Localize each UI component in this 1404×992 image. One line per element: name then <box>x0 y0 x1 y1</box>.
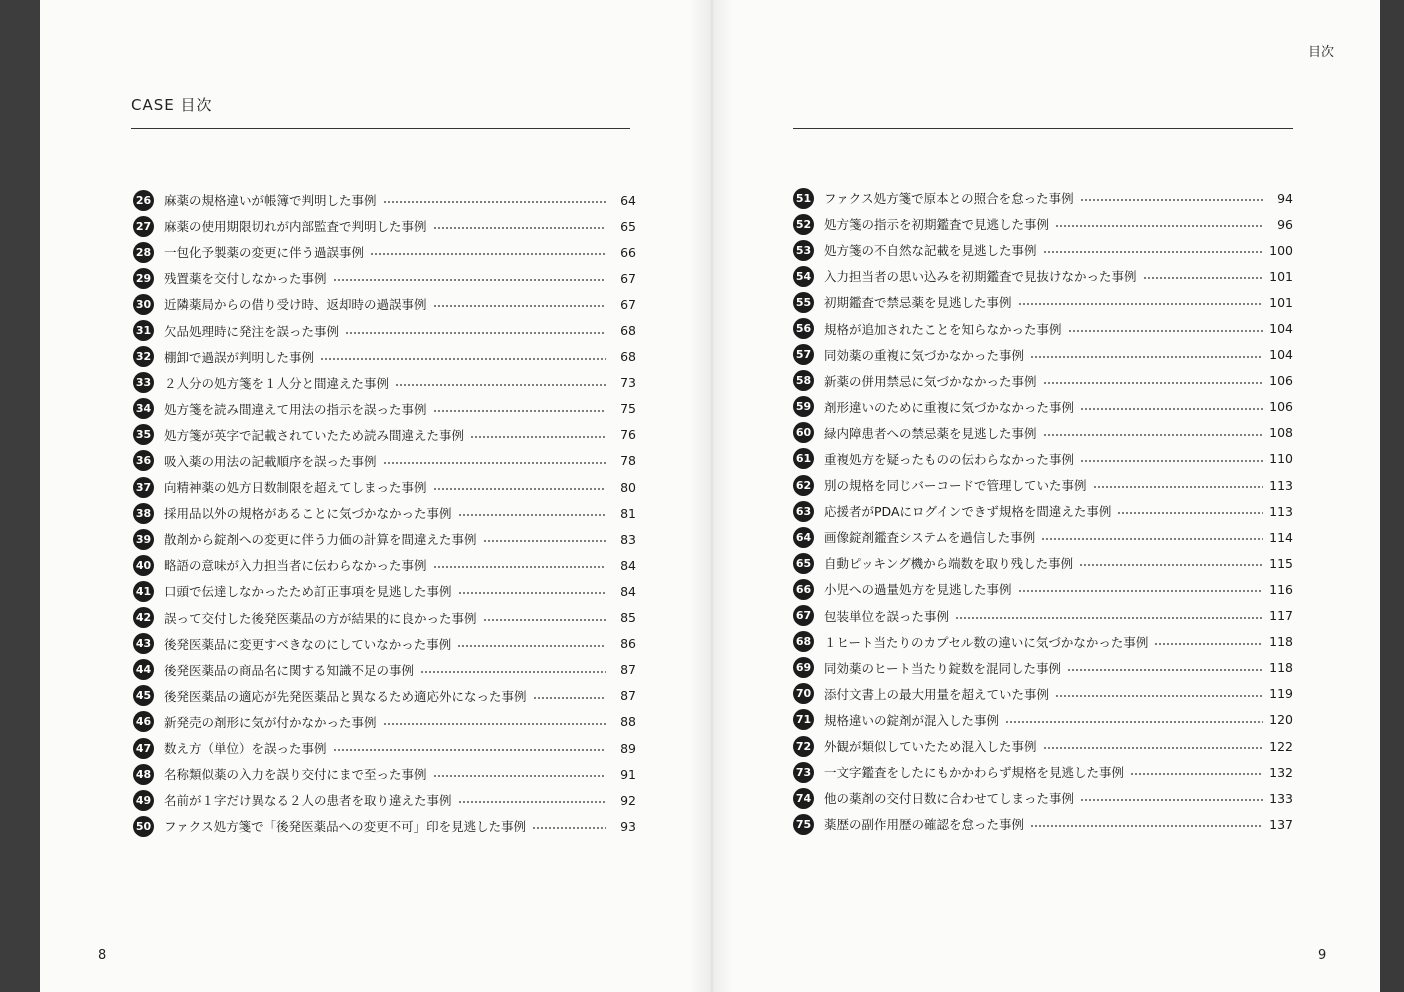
dot-leader <box>1154 643 1263 645</box>
toc-entry[interactable] <box>793 498 1293 524</box>
case-number-badge: 56 <box>793 318 814 339</box>
toc-entry[interactable] <box>133 657 636 683</box>
case-page-number: 137 <box>1269 816 1293 832</box>
case-title: 応援者がPDAにログインできず規格を間違えた事例 <box>824 504 1112 520</box>
dot-leader <box>383 723 606 725</box>
toc-entry[interactable] <box>133 552 636 578</box>
case-number-badge: 63 <box>793 501 814 522</box>
case-title: 残置薬を交付しなかった事例 <box>164 271 327 287</box>
case-page-number: 87 <box>620 688 636 704</box>
dot-leader <box>383 201 606 203</box>
case-page-number: 132 <box>1269 764 1293 780</box>
toc-entry[interactable] <box>133 683 636 709</box>
case-number-badge: 41 <box>133 581 154 602</box>
case-title: 口頭で伝達しなかったため訂正事項を見逃した事例 <box>164 584 452 600</box>
case-title: 画像錠剤鑑査システムを過信した事例 <box>824 530 1036 546</box>
case-page-number: 66 <box>620 244 636 260</box>
dot-leader <box>1068 330 1263 332</box>
case-number-badge: 30 <box>133 294 154 315</box>
running-head: 目次 <box>1308 45 1335 60</box>
case-number-badge: 66 <box>793 579 814 600</box>
dot-leader <box>1030 356 1263 358</box>
case-page-number: 122 <box>1269 738 1293 754</box>
dot-leader <box>1055 695 1263 697</box>
case-title: 麻薬の規格違いが帳簿で判明した事例 <box>164 193 377 209</box>
case-page-number: 87 <box>620 662 636 678</box>
toc-entry[interactable] <box>793 315 1293 341</box>
case-title: 小児への過量処方を見逃した事例 <box>824 582 1012 598</box>
case-title: 麻薬の使用期限切れが内部監査で判明した事例 <box>164 219 427 235</box>
toc-entry[interactable] <box>793 368 1293 394</box>
case-number-badge: 37 <box>133 477 154 498</box>
case-number-badge: 50 <box>133 816 154 837</box>
case-title: 略語の意味が入力担当者に伝わらなかった事例 <box>164 558 427 574</box>
toc-entry[interactable] <box>133 187 636 213</box>
dot-leader <box>1043 251 1263 253</box>
case-page-number: 64 <box>620 192 636 208</box>
case-page-number: 92 <box>620 792 636 808</box>
case-title: 新薬の併用禁忌に気づかなかった事例 <box>824 373 1037 389</box>
case-title: 規格違いの錠剤が混入した事例 <box>824 712 1000 728</box>
case-page-number: 85 <box>620 610 636 626</box>
case-title: 処方箋の不自然な記載を見逃した事例 <box>824 243 1037 259</box>
dot-leader <box>433 227 606 229</box>
dot-leader <box>532 827 606 829</box>
case-title: ファクス処方箋で「後発医薬品への変更不可」印を見逃した事例 <box>164 819 527 835</box>
dot-leader <box>433 410 606 412</box>
case-title: 近隣薬局からの借り受け時、返却時の過誤事例 <box>164 297 427 313</box>
case-page-number: 65 <box>620 218 636 234</box>
case-title: 欠品処理時に発注を誤った事例 <box>164 323 340 339</box>
case-title: ファクス処方箋で原本との照合を怠った事例 <box>824 191 1074 207</box>
case-number-badge: 44 <box>133 659 154 680</box>
case-title: 名前が１字だけ異なる２人の患者を取り違えた事例 <box>164 793 452 809</box>
case-page-number: 67 <box>620 296 636 312</box>
case-page-number: 118 <box>1269 634 1293 650</box>
case-number-badge: 74 <box>793 788 814 809</box>
case-title: 棚卸で過誤が判明した事例 <box>164 349 315 365</box>
dot-leader <box>458 514 606 516</box>
case-page-number: 117 <box>1269 608 1293 624</box>
toc-entry[interactable] <box>133 448 636 474</box>
case-number-badge: 72 <box>793 736 814 757</box>
case-number-badge: 53 <box>793 240 814 261</box>
case-title: 薬歴の副作用歴の確認を怠った事例 <box>824 817 1025 833</box>
toc-entry[interactable] <box>793 524 1293 550</box>
case-number-badge: 40 <box>133 555 154 576</box>
dot-leader <box>1143 277 1263 279</box>
toc-entry[interactable] <box>133 787 636 813</box>
case-number-badge: 61 <box>793 448 814 469</box>
dot-leader <box>320 358 606 360</box>
toc-entry[interactable] <box>793 263 1293 289</box>
toc-entry[interactable] <box>793 733 1293 759</box>
dot-leader <box>483 619 606 621</box>
case-title: 処方箋の指示を初期鑑査で見逃した事例 <box>824 217 1050 233</box>
case-title: 数え方（単位）を誤った事例 <box>164 741 327 757</box>
case-title: 一包化予製薬の変更に伴う過誤事例 <box>164 245 365 261</box>
section-title: CASE 目次 <box>131 96 213 114</box>
toc-entry[interactable] <box>133 213 636 239</box>
case-page-number: 118 <box>1269 660 1293 676</box>
case-page-number: 73 <box>620 375 636 391</box>
toc-entry[interactable] <box>793 707 1293 733</box>
case-title: 名称類似薬の入力を誤り交付にまで至った事例 <box>164 767 427 783</box>
dot-leader <box>1005 721 1263 723</box>
toc-list-right <box>793 185 1293 837</box>
page-number-right: 9 <box>1318 948 1327 963</box>
case-page-number: 75 <box>620 401 636 417</box>
case-title: 新発売の剤形に気が付かなかった事例 <box>164 714 377 730</box>
case-title: 後発医薬品に変更すべきなのにしていなかった事例 <box>164 636 452 652</box>
case-page-number: 84 <box>620 557 636 573</box>
case-number-badge: 75 <box>793 814 814 835</box>
case-title: 包装単位を誤った事例 <box>824 608 950 624</box>
toc-entry[interactable] <box>133 396 636 422</box>
toc-entry[interactable] <box>133 605 636 631</box>
dot-leader <box>395 384 606 386</box>
case-page-number: 86 <box>620 636 636 652</box>
case-title: 後発医薬品の商品名に関する知識不足の事例 <box>164 662 415 678</box>
case-title: 向精神薬の処方日数制限を超えてしまった事例 <box>164 480 427 496</box>
case-title: 他の薬剤の交付日数に合わせてしまった事例 <box>824 791 1075 807</box>
case-page-number: 68 <box>620 349 636 365</box>
case-number-badge: 45 <box>133 685 154 706</box>
dot-leader <box>420 671 606 673</box>
case-number-badge: 71 <box>793 709 814 730</box>
case-page-number: 133 <box>1269 790 1293 806</box>
dot-leader <box>1080 799 1263 801</box>
dot-leader <box>1130 773 1263 775</box>
dot-leader <box>1043 434 1263 436</box>
case-number-badge: 47 <box>133 738 154 759</box>
case-number-badge: 39 <box>133 529 154 550</box>
dot-leader <box>1093 486 1263 488</box>
dot-leader <box>433 775 606 777</box>
toc-entry[interactable] <box>793 681 1293 707</box>
toc-entry[interactable] <box>133 370 636 396</box>
toc-entry[interactable] <box>793 576 1293 602</box>
dot-leader <box>1117 512 1263 514</box>
case-number-badge: 27 <box>133 216 154 237</box>
case-number-badge: 49 <box>133 790 154 811</box>
case-title: 外観が類似していたため混入した事例 <box>824 739 1037 755</box>
case-number-badge: 65 <box>793 553 814 574</box>
case-title: 重複処方を疑ったものの伝わらなかった事例 <box>824 451 1075 467</box>
case-number-badge: 31 <box>133 320 154 341</box>
toc-entry[interactable] <box>793 211 1293 237</box>
case-number-badge: 46 <box>133 711 154 732</box>
dot-leader <box>483 540 606 542</box>
toc-entry[interactable] <box>133 500 636 526</box>
dot-leader <box>433 566 606 568</box>
toc-entry[interactable] <box>793 629 1293 655</box>
case-title: 自動ピッキング機から端数を取り残した事例 <box>824 556 1074 572</box>
toc-entry[interactable] <box>133 317 636 343</box>
case-page-number: 113 <box>1269 503 1293 519</box>
header-rule-right <box>793 128 1293 129</box>
dot-leader <box>333 749 606 751</box>
case-number-badge: 69 <box>793 657 814 678</box>
case-number-badge: 52 <box>793 214 814 235</box>
dot-leader <box>1080 408 1263 410</box>
toc-entry[interactable] <box>793 237 1293 263</box>
case-title: 同効薬のヒート当たり錠数を混同した事例 <box>824 660 1062 676</box>
case-number-badge: 62 <box>793 475 814 496</box>
case-number-badge: 35 <box>133 424 154 445</box>
case-number-badge: 55 <box>793 292 814 313</box>
dot-leader <box>433 488 606 490</box>
case-title: ２人分の処方箋を１人分と間違えた事例 <box>164 375 390 391</box>
toc-entry[interactable] <box>793 446 1293 472</box>
case-number-badge: 57 <box>793 344 814 365</box>
case-title: 剤形違いのために重複に気づかなかった事例 <box>824 399 1075 415</box>
case-page-number: 80 <box>620 479 636 495</box>
case-page-number: 115 <box>1269 555 1293 571</box>
case-title: 採用品以外の規格があることに気づかなかった事例 <box>164 506 452 522</box>
case-page-number: 94 <box>1277 190 1293 206</box>
header-rule-left <box>131 128 630 129</box>
toc-entry[interactable] <box>793 185 1293 211</box>
case-page-number: 83 <box>620 531 636 547</box>
case-number-badge: 38 <box>133 503 154 524</box>
case-page-number: 100 <box>1269 242 1293 258</box>
case-title: 同効薬の重複に気づかなかった事例 <box>824 347 1025 363</box>
dot-leader <box>1067 669 1263 671</box>
case-title: 処方箋が英字で記載されていたため読み間違えた事例 <box>164 427 465 443</box>
dot-leader <box>370 253 606 255</box>
toc-entry[interactable] <box>793 603 1293 629</box>
toc-entry[interactable] <box>133 265 636 291</box>
case-page-number: 84 <box>620 583 636 599</box>
case-page-number: 104 <box>1269 347 1293 363</box>
case-page-number: 106 <box>1269 399 1293 415</box>
case-page-number: 101 <box>1269 294 1293 310</box>
dot-leader <box>333 279 606 281</box>
toc-entry[interactable] <box>133 422 636 448</box>
case-title: 後発医薬品の適応が先発医薬品と異なるため適応外になった事例 <box>164 688 527 704</box>
case-page-number: 93 <box>620 818 636 834</box>
case-page-number: 96 <box>1277 216 1293 232</box>
case-title: 添付文書上の最大用量を超えていた事例 <box>824 686 1050 702</box>
dot-leader <box>1041 538 1263 540</box>
dot-leader <box>1043 382 1263 384</box>
dot-leader <box>457 645 606 647</box>
case-title: 緑内障患者への禁忌薬を見逃した事例 <box>824 425 1037 441</box>
toc-entry[interactable] <box>133 344 636 370</box>
dot-leader <box>1018 303 1263 305</box>
book-edge-left <box>0 0 40 992</box>
page-number-left: 8 <box>98 948 107 963</box>
case-title: 吸入薬の用法の記載順序を誤った事例 <box>164 453 377 469</box>
case-page-number: 120 <box>1269 712 1293 728</box>
dot-leader <box>1018 590 1263 592</box>
case-title: 別の規格を同じバーコードで管理していた事例 <box>824 478 1087 494</box>
dot-leader <box>470 436 606 438</box>
dot-leader <box>955 617 1263 619</box>
toc-entry[interactable] <box>793 655 1293 681</box>
case-number-badge: 32 <box>133 346 154 367</box>
case-page-number: 113 <box>1269 477 1293 493</box>
dot-leader <box>1079 564 1263 566</box>
case-title: 入力担当者の思い込みを初期鑑査で見抜けなかった事例 <box>824 269 1137 285</box>
dot-leader <box>383 462 606 464</box>
case-number-badge: 73 <box>793 762 814 783</box>
dot-leader <box>458 801 606 803</box>
case-number-badge: 42 <box>133 607 154 628</box>
case-number-badge: 51 <box>793 188 814 209</box>
dot-leader <box>1055 225 1263 227</box>
toc-list-left <box>133 187 636 839</box>
toc-entry[interactable] <box>793 811 1293 837</box>
dot-leader <box>1080 460 1263 462</box>
case-page-number: 76 <box>620 427 636 443</box>
toc-entry[interactable] <box>793 785 1293 811</box>
case-page-number: 88 <box>620 714 636 730</box>
case-title: 規格が追加されたことを知らなかった事例 <box>824 321 1062 337</box>
case-title: １ヒート当たりのカプセル数の違いに気づかなかった事例 <box>824 634 1149 650</box>
case-number-badge: 67 <box>793 605 814 626</box>
toc-entry[interactable] <box>133 813 636 839</box>
toc-entry[interactable] <box>133 239 636 265</box>
toc-entry[interactable] <box>133 631 636 657</box>
dot-leader <box>533 697 606 699</box>
dot-leader <box>1030 825 1263 827</box>
dot-leader <box>345 332 606 334</box>
toc-entry[interactable] <box>133 709 636 735</box>
toc-entry[interactable] <box>133 291 636 317</box>
toc-entry[interactable] <box>793 420 1293 446</box>
toc-entry[interactable] <box>793 394 1293 420</box>
case-page-number: 116 <box>1269 581 1293 597</box>
case-number-badge: 59 <box>793 396 814 417</box>
book-edge-right <box>1380 0 1404 992</box>
case-number-badge: 29 <box>133 268 154 289</box>
case-title: 散剤から錠剤への変更に伴う力価の計算を間違えた事例 <box>164 532 477 548</box>
case-page-number: 108 <box>1269 425 1293 441</box>
case-page-number: 101 <box>1269 268 1293 284</box>
case-page-number: 119 <box>1269 686 1293 702</box>
case-number-badge: 33 <box>133 372 154 393</box>
case-number-badge: 28 <box>133 242 154 263</box>
toc-entry[interactable] <box>133 735 636 761</box>
case-number-badge: 26 <box>133 190 154 211</box>
case-page-number: 104 <box>1269 321 1293 337</box>
dot-leader <box>1080 199 1263 201</box>
case-title: 初期鑑査で禁忌薬を見逃した事例 <box>824 295 1012 311</box>
case-number-badge: 70 <box>793 683 814 704</box>
case-page-number: 110 <box>1269 451 1293 467</box>
case-page-number: 106 <box>1269 373 1293 389</box>
case-title: 誤って交付した後発医薬品の方が結果的に良かった事例 <box>164 610 477 626</box>
case-title: 処方箋を読み間違えて用法の指示を誤った事例 <box>164 401 427 417</box>
case-page-number: 89 <box>620 740 636 756</box>
case-number-badge: 36 <box>133 450 154 471</box>
case-page-number: 91 <box>620 766 636 782</box>
toc-entry[interactable] <box>793 342 1293 368</box>
case-page-number: 68 <box>620 323 636 339</box>
toc-entry[interactable] <box>133 526 636 552</box>
dot-leader <box>433 305 606 307</box>
dot-leader <box>1043 747 1263 749</box>
case-page-number: 67 <box>620 270 636 286</box>
toc-entry[interactable] <box>133 578 636 604</box>
case-number-badge: 48 <box>133 764 154 785</box>
dot-leader <box>458 592 606 594</box>
case-number-badge: 43 <box>133 633 154 654</box>
case-number-badge: 60 <box>793 422 814 443</box>
case-number-badge: 54 <box>793 266 814 287</box>
case-number-badge: 58 <box>793 370 814 391</box>
case-number-badge: 34 <box>133 398 154 419</box>
case-page-number: 114 <box>1269 529 1293 545</box>
toc-entry[interactable] <box>133 474 636 500</box>
toc-entry[interactable] <box>793 289 1293 315</box>
case-title: 一文字鑑査をしたにもかかわらず規格を見逃した事例 <box>824 765 1125 781</box>
case-number-badge: 68 <box>793 631 814 652</box>
case-page-number: 78 <box>620 453 636 469</box>
toc-entry[interactable] <box>133 761 636 787</box>
toc-entry[interactable] <box>793 759 1293 785</box>
case-number-badge: 64 <box>793 527 814 548</box>
toc-entry[interactable] <box>793 550 1293 576</box>
toc-entry[interactable] <box>793 472 1293 498</box>
case-page-number: 81 <box>620 505 636 521</box>
